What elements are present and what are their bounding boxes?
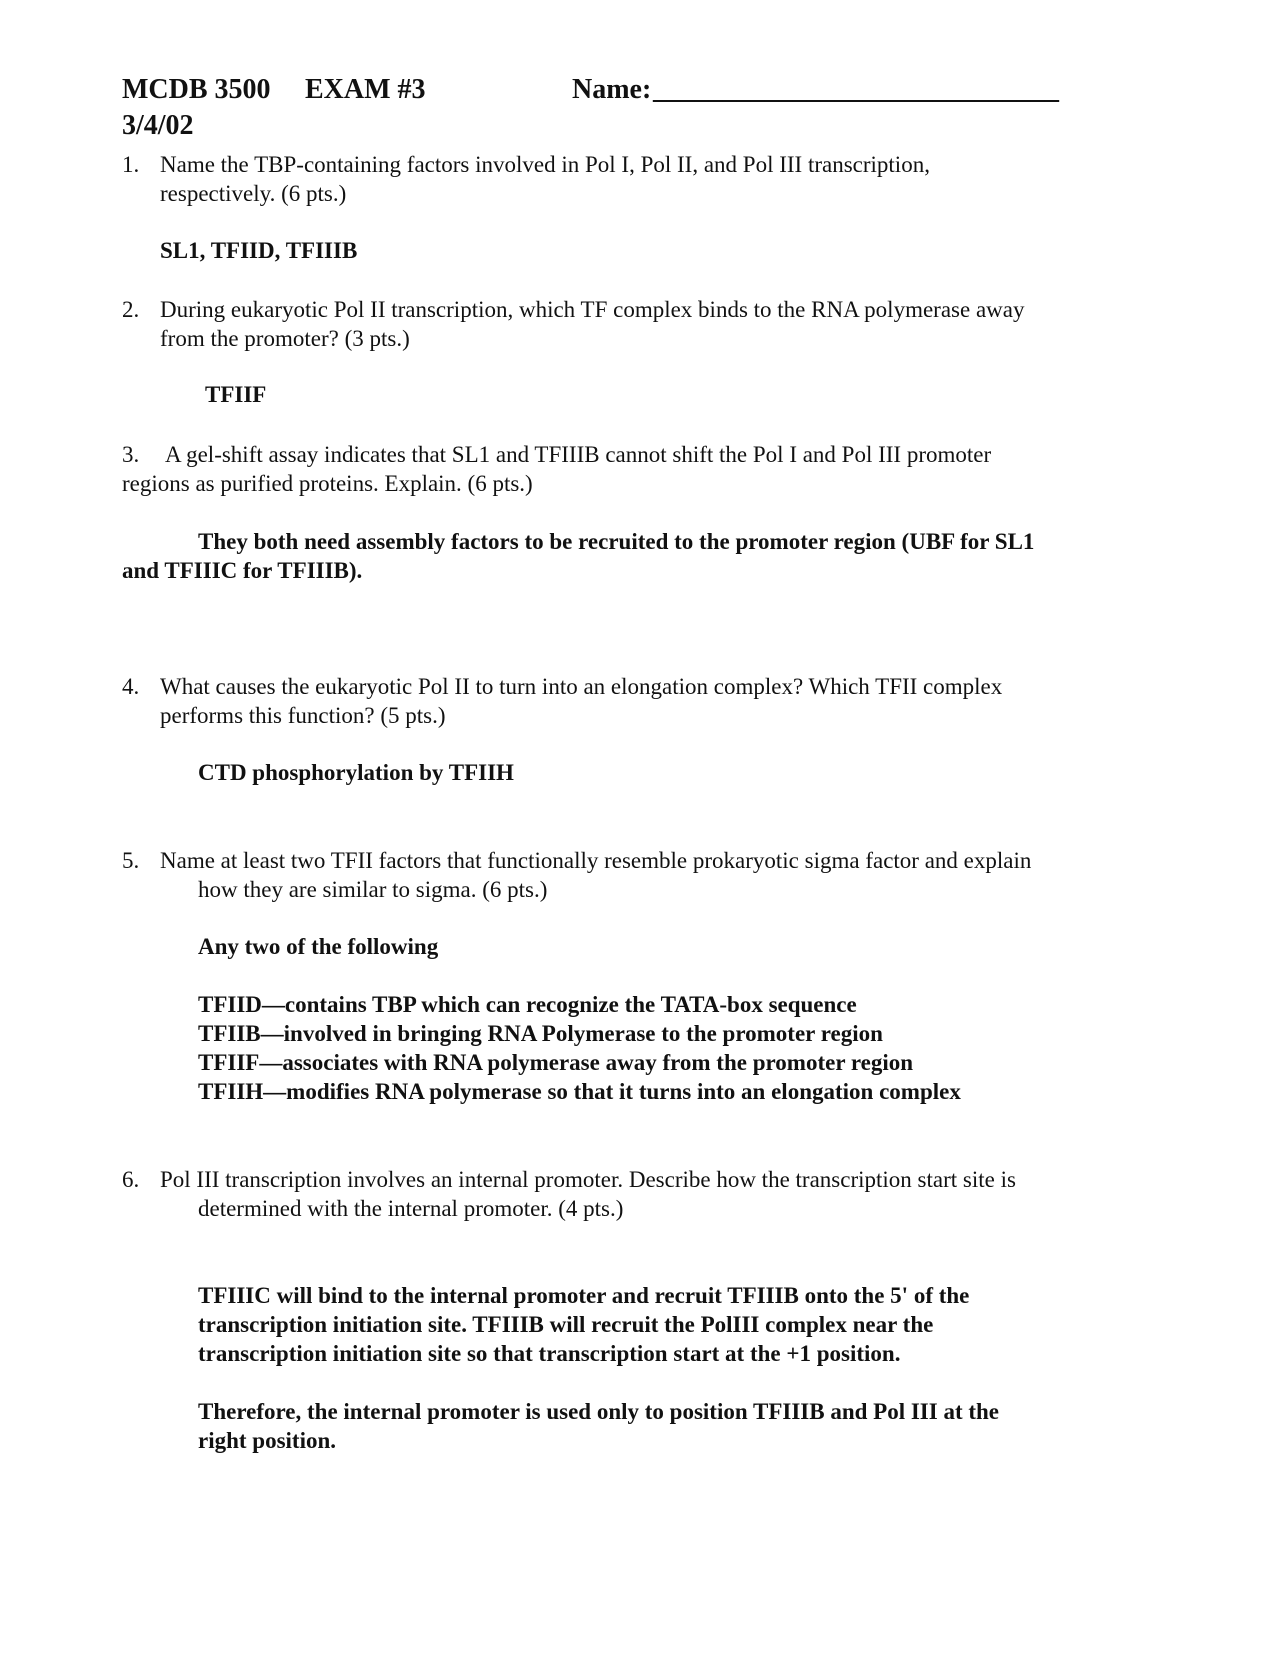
answer-6-line-1: TFIIIC will bind to the internal promoter and recruit TFIIIB onto the 5' of the (198, 1283, 970, 1308)
name-label: Name: (572, 74, 652, 105)
answer-1: SL1, TFIID, TFIIIB (160, 238, 358, 263)
answer-6-line-2: transcription initiation site. TFIIIB will recruit the PolIII complex near the (198, 1312, 934, 1337)
answer-5-intro: Any two of the following (198, 934, 439, 959)
question-3-line-2: regions as purified proteins. Explain. (6 pts.) (122, 471, 533, 496)
answer-6-line-4: Therefore, the internal promoter is used only to position TFIIIB and Pol III at the (198, 1399, 1000, 1424)
exam-date: 3/4/02 (122, 110, 194, 141)
answer-6-line-3: transcription initiation site so that transcription start at the +1 position. (198, 1341, 901, 1366)
answer-3-line-1: They both need assembly factors to be recruited to the promoter region (UBF for SL1 (198, 529, 1035, 554)
question-6-number: 6. (122, 1167, 140, 1192)
question-4-line-1: What causes the eukaryotic Pol II to turn into an elongation complex? Which TFII complex (160, 674, 1003, 699)
question-6-line-1: Pol III transcription involves an internal promoter. Describe how the transcription start site is (160, 1167, 1016, 1192)
question-5-line-2: how they are similar to sigma. (6 pts.) (198, 877, 548, 902)
answer-5-item: TFIIF—associates with RNA polymerase away from the promoter region (198, 1050, 914, 1075)
question-3-line-1: A gel-shift assay indicates that SL1 and TFIIIB cannot shift the Pol I and Pol III promoter (165, 442, 992, 467)
question-4-number: 4. (122, 674, 140, 699)
question-5-line-1: Name at least two TFII factors that functionally resemble prokaryotic sigma factor and explain (160, 848, 1032, 873)
question-1-line-2: respectively. (6 pts.) (160, 181, 347, 206)
question-4-line-2: performs this function? (5 pts.) (160, 703, 446, 728)
answer-5-item: TFIIH—modifies RNA polymerase so that it turns into an elongation complex (198, 1079, 961, 1104)
question-2-number: 2. (122, 297, 140, 322)
exam-title: EXAM #3 (305, 74, 426, 105)
question-3-number: 3. (122, 442, 140, 467)
course-code: MCDB 3500 (122, 74, 271, 105)
question-1-number: 1. (122, 152, 140, 177)
question-1-line-1: Name the TBP-containing factors involved in Pol I, Pol II, and Pol III transcription, (160, 152, 930, 177)
answer-4: CTD phosphorylation by TFIIH (198, 760, 514, 785)
answer-5-item: TFIID—contains TBP which can recognize the TATA-box sequence (198, 992, 857, 1017)
question-2-line-1: During eukaryotic Pol II transcription, which TF complex binds to the RNA polymerase away (160, 297, 1025, 322)
answer-6-line-5: right position. (198, 1428, 337, 1453)
question-2-line-2: from the promoter? (3 pts.) (160, 326, 410, 351)
answer-2: TFIIF (205, 382, 267, 407)
question-6-line-2: determined with the internal promoter. (4 pts.) (198, 1196, 624, 1221)
answer-5-item: TFIIB—involved in bringing RNA Polymerase to the promoter region (198, 1021, 883, 1046)
answer-3-line-2: and TFIIIC for TFIIIB). (122, 558, 363, 583)
question-5-number: 5. (122, 848, 140, 873)
name-line[interactable]: _____________________________ (653, 74, 1059, 105)
